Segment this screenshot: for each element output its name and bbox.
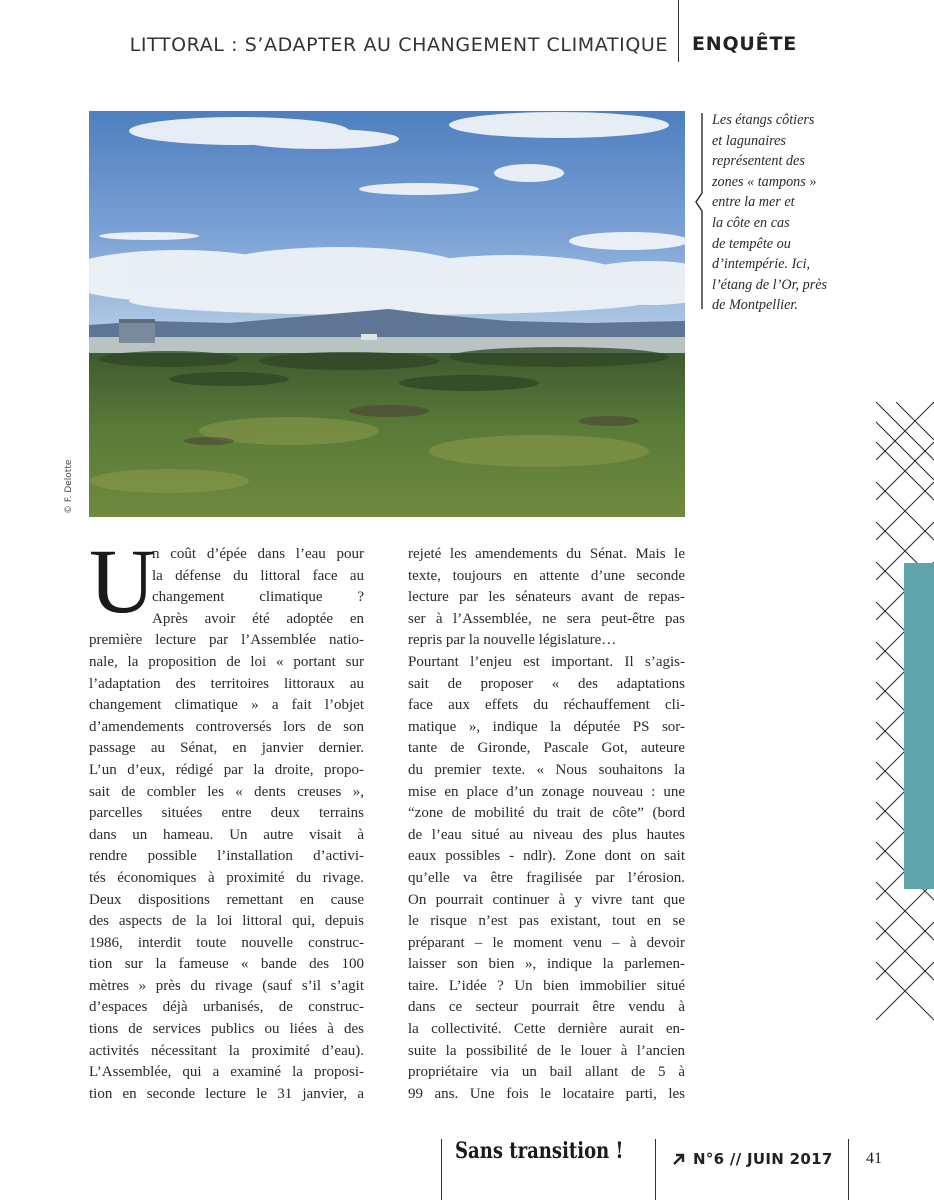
text-line: passage au Sénat, en janvier dernier. — [89, 740, 364, 757]
text-line: du premier texte. « Nous souhaitons la — [408, 761, 685, 778]
footer-divider — [441, 1139, 442, 1200]
section-title: LITTORAL : S’ADAPTER AU CHANGEMENT CLIMATIQUE — [129, 34, 668, 56]
text-line: tés économiques à proximité du rivage. — [89, 869, 364, 886]
text-line: eaux possibles - ndlr). Zone dont on sait — [408, 848, 685, 865]
text-line: 99 ans. Une fois le locataire parti, les — [408, 1085, 685, 1102]
magazine-logo: Sans transition ! — [455, 1138, 624, 1164]
text-line: Deux dispositions remettant en cause — [89, 891, 364, 908]
text-line: dans un hameau. Un autre visait à — [89, 826, 364, 843]
text-line: rejeté les amendements du Sénat. Mais le — [408, 546, 685, 562]
text-line: mètres » près du rivage (sauf s’il s’agit — [89, 977, 364, 994]
text-line: ser à l’Assemblée, ne sera peut-être pas — [408, 610, 685, 627]
text-line: taire. L’idée ? Un bien immobilier situé — [408, 977, 685, 994]
caption-line: d’intempérie. Ici, — [712, 256, 811, 273]
caption-line: représentent des — [712, 153, 805, 170]
rubric-label: ENQUÊTE — [692, 33, 797, 55]
text-line: texte, toujours en attente d’une seconde — [408, 567, 685, 584]
text-line: première lecture par l’Assemblée natio- — [89, 632, 364, 649]
text-line: repris par la nouvelle législature… — [408, 632, 617, 649]
text-line: L’un d’eux, rédigé par la droite, propo- — [89, 761, 364, 778]
footer-divider — [848, 1139, 849, 1200]
text-line: d’amendements controversés lors de son — [89, 718, 364, 735]
text-line: le risque n’est pas existant, tout en se — [408, 913, 685, 930]
caption-line: entre la mer et — [712, 194, 795, 211]
header-divider — [678, 0, 679, 62]
text-line: l’adaptation des territoires littoraux au — [89, 675, 364, 692]
text-line: matique », indique la députée PS sor- — [408, 718, 685, 735]
footer-divider — [655, 1139, 656, 1200]
text-line: des aspects de la loi littoral qui, depuis — [89, 913, 364, 930]
arrow-up-right-icon — [671, 1151, 687, 1167]
text-line: tions de services publics ou liées à des — [89, 1021, 364, 1038]
text-line: suite la possibilité de le louer à l’ancien — [408, 1042, 685, 1059]
text-line: changement climatique ? — [152, 589, 364, 606]
caption-line: et lagunaires — [712, 132, 786, 149]
text-line: de l’eau situé au niveau des plus hautes — [408, 826, 685, 843]
caption-line: de tempête ou — [712, 235, 791, 252]
article-column-1 — [89, 544, 364, 1105]
text-line: “zone de mobilité du trait de côte” (bord — [408, 805, 685, 822]
text-line: tion sur la fameuse « bande des 100 — [89, 956, 364, 973]
issue-label: N°6 // JUIN 2017 — [693, 1150, 833, 1168]
text-line: sait de proposer « des adaptations — [408, 675, 685, 692]
text-line: sait de combler les « dents creuses », — [89, 783, 364, 800]
text-line: Après avoir été adoptée en — [152, 610, 364, 627]
text-line: qu’elle va être fragilisée par l’érosion. — [408, 869, 685, 886]
text-line: tante de Gironde, Pascale Got, auteure — [408, 740, 685, 757]
text-line: lecture par les sénateurs avant de repas- — [408, 589, 685, 606]
drop-cap: U — [89, 530, 156, 632]
text-line: parcelles situées entre deux terrains — [89, 805, 364, 822]
text-line: On pourrait continuer à y vivre tant que — [408, 891, 685, 908]
landscape-photo — [89, 111, 685, 517]
text-line: nale, la proposition de loi « portant sur — [89, 653, 364, 670]
photo-credit: © F. Delotte — [64, 459, 74, 514]
text-line: rendre possible l’installation d’activi- — [89, 848, 364, 865]
accent-bar — [904, 563, 934, 889]
text-line: activités nécessitant la proximité d’eau). — [89, 1042, 364, 1059]
caption-line: l’étang de l’Or, près — [712, 276, 828, 293]
text-line: la collectivité. Cette dernière aurait en- — [408, 1021, 685, 1038]
caption-bracket — [688, 111, 706, 311]
text-line: préparant – le moment venu – à devoir — [408, 934, 685, 951]
text-line: L’Assemblée, qui a examiné la proposi- — [89, 1064, 364, 1081]
photo-caption — [712, 110, 852, 316]
text-line: mise en place d’un zonage nouveau : une — [408, 783, 685, 800]
caption-line: zones « tampons » — [712, 173, 817, 190]
article-column-2 — [408, 544, 685, 1105]
text-line: propriétaire via un bail allant de 5 à — [408, 1064, 685, 1081]
text-line: laisser son bien », indique la parlemen- — [408, 956, 685, 973]
caption-line: de Montpellier. — [712, 297, 798, 314]
text-line: n coût d’épée dans l’eau pour — [152, 546, 364, 562]
text-line: la défense du littoral face au — [152, 567, 364, 584]
text-line: dans ce secteur pourrait être vendu à — [408, 999, 685, 1016]
text-line: Pourtant l’enjeu est important. Il s’agis- — [408, 653, 685, 670]
caption-line: Les étangs côtiers — [712, 112, 815, 128]
text-line: face aux effets du réchauffement cli- — [408, 697, 685, 714]
text-line: tion en seconde lecture le 31 janvier, a — [89, 1085, 364, 1102]
caption-line: la côte en cas — [712, 214, 790, 231]
text-line: 1986, interdit toute nouvelle construc- — [89, 934, 364, 951]
text-line: changement climatique » a fait l’objet — [89, 697, 364, 714]
page-number: 41 — [866, 1150, 882, 1167]
text-line: d’espaces déjà urbanisés, de construc- — [89, 999, 364, 1016]
